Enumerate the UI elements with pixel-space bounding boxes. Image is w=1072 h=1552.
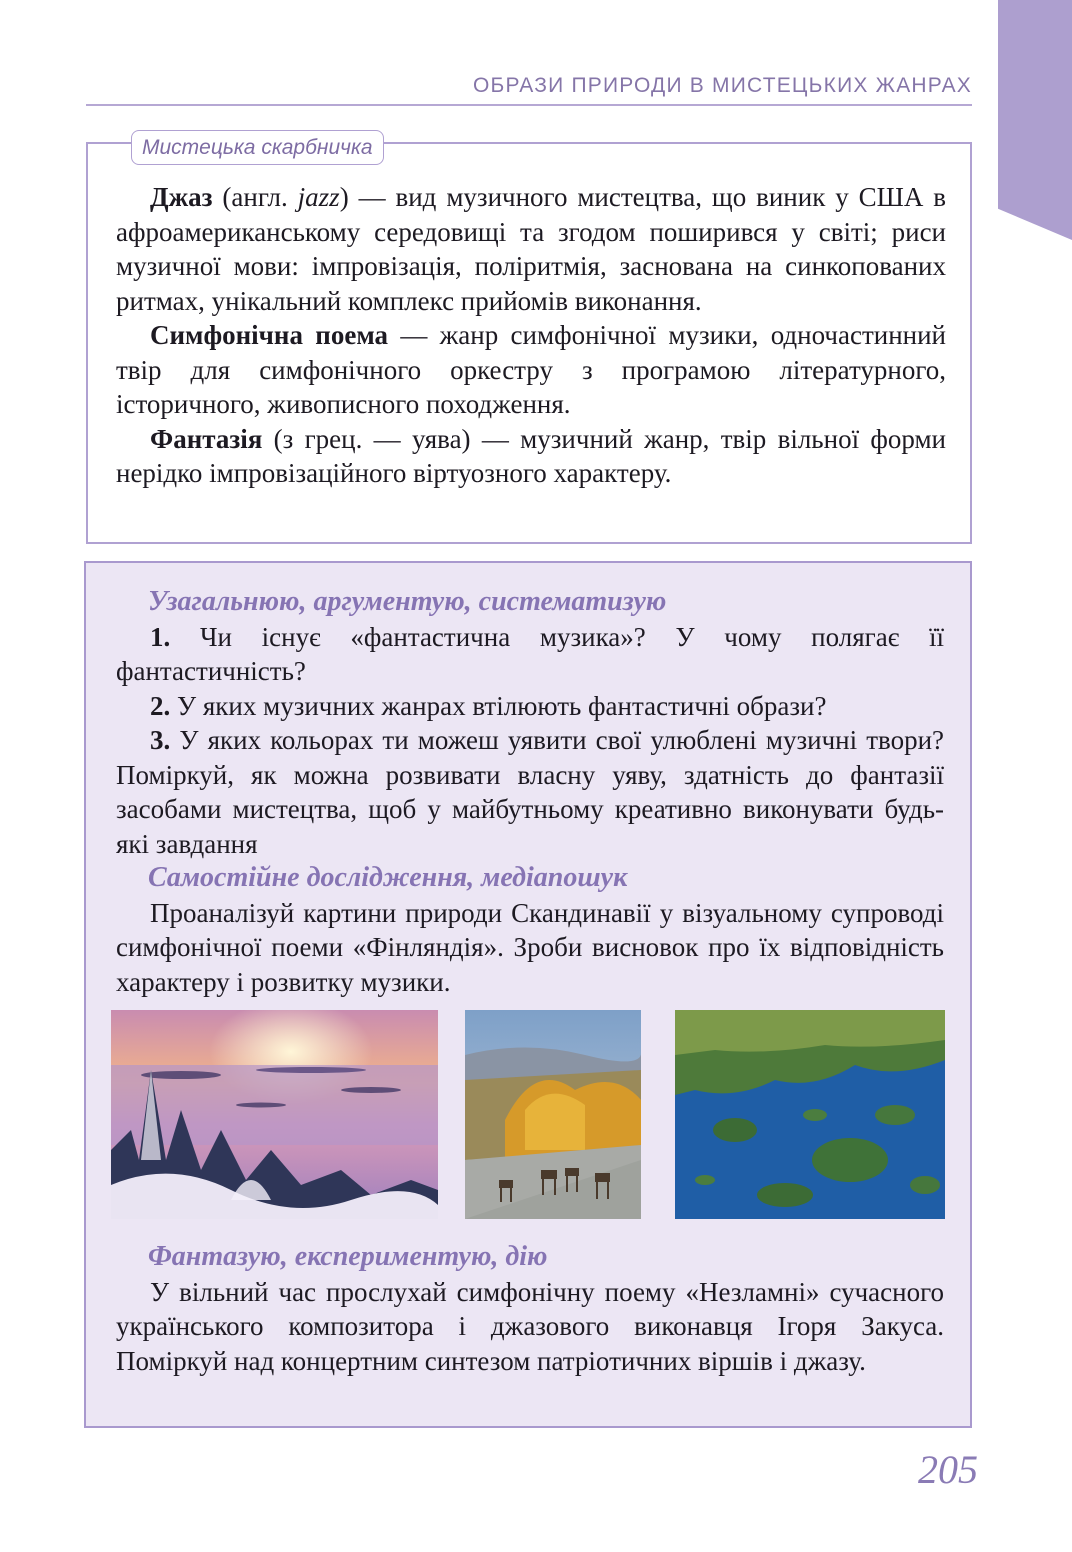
page-number: 205 (918, 1447, 978, 1492)
definition-symphonic-poem (116, 318, 946, 422)
definition-fantasy (116, 422, 946, 491)
question-1 (116, 620, 944, 689)
create-section (116, 1240, 944, 1378)
photo-winter-lake-sunset (111, 1010, 438, 1219)
question-2-text: У яких музичних жанрах втілюють фантастичні образи? (170, 690, 827, 721)
jazz-origin-prefix: (англ. (212, 182, 298, 212)
create-title: Фантазую, експериментую, дію (148, 1241, 548, 1272)
research-text: Проаналізуй картини природи Скандинавії у візуальному супроводі симфонічної поеми «Фінляндія». Зроби висновок про їх відповідність характеру і розвитку музики. (116, 897, 944, 997)
running-head: ОБРАЗИ ПРИРОДИ В МИСТЕЦЬКИХ ЖАНРАХ (472, 74, 972, 97)
generalize-section (116, 585, 944, 999)
definition-jazz (116, 180, 946, 318)
symphonic-poem-definition: — жанр симфонічної музики, одночастинний твір для симфонічного оркестру з програмою літературного, історичного, живописного походження. (116, 320, 946, 419)
art-treasury-tag: Мистецька скарбничка (131, 130, 384, 165)
question-1-text: Чи існує «фантастична музика»? У чому полягає її фантастичність? (116, 621, 944, 686)
header-divider (86, 104, 972, 106)
question-3-number: 3. (150, 725, 171, 755)
term-symphonic-poem: Симфонічна поема (150, 320, 389, 350)
jazz-origin-word: jazz (297, 182, 340, 212)
question-3 (116, 723, 944, 861)
question-3-text: У яких кольорах ти можеш уявити свої улюблені музичні твори? Поміркуй, як можна розвивати власну уяву, здатність до фантазії засобами мистецтва, щоб у майбутньому креативно виконувати будь-які завдання (116, 725, 944, 859)
question-1-number: 1. (150, 621, 171, 652)
research-title: Самостійне дослідження, медіапошук (148, 862, 628, 893)
jazz-definition: ) — вид музичного мистецтва, що виник у США в афроамериканському середовищі та згодом поширився у світі; риси музичної мови: імпровізація, поліритмія, заснована на синкопованих ритмах, унікальний комплекс прийомів виконання. (116, 182, 947, 316)
question-2 (116, 689, 944, 724)
photo-reindeer-road (465, 1010, 641, 1219)
fantasy-definition: (з грец. — уява) — музичний жанр, твір вільної форми нерідко імпровізаційного віртуозного характеру. (116, 423, 946, 488)
generalize-title: Узагальнюю, аргументую, систематизую (148, 586, 667, 617)
question-2-number: 2. (150, 690, 171, 721)
art-treasury-text (116, 180, 946, 491)
create-text: У вільний час прослухай симфонічну поему «Незламні» сучасного українського композитора і джазового виконавця Ігоря Закуса. Поміркуй над концертним синтезом патріотичних віршів і джазу. (116, 1276, 944, 1376)
term-fantasy: Фантазія (150, 423, 263, 454)
photo-aerial-islands (675, 1010, 945, 1219)
chapter-corner-tab (998, 0, 1072, 240)
term-jazz: Джаз (150, 182, 213, 212)
